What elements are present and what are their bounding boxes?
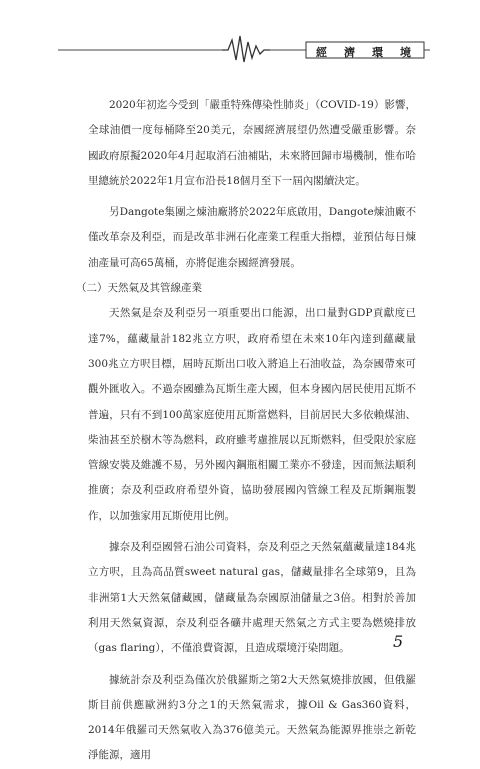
page-body: [76, 93, 416, 769]
body-paragraph: 另Dangote集團之煉油廠將於2022年底啟用，Dangote煉油廠不僅改革奈及利亞，而是改革非洲石化產業工程重大指標，並預估每日煉油產量可高65萬桶，亦將促進奈國經濟發展。: [88, 206, 416, 269]
page-header: [0, 0, 480, 70]
page-number: 5: [393, 632, 404, 651]
section-title: 經 濟 環 境: [316, 46, 414, 59]
body-paragraph: 據統計奈及利亞為僅次於俄羅斯之第2大天然氣燒排放國，但俄羅斯目前供應歐洲約3分之1的天然氣需求，據Oil & Gas360資料，2014年俄羅司天然氣收入為376億美元。天然氣為能源界推崇之新乾淨能源，適用: [88, 673, 416, 762]
body-paragraph: 天然氣是奈及利亞另一項重要出口能源，出口量對GDP貢獻度已達7%，蘊藏量計182兆立方呎，政府希望在未來10年內達到蘊藏量300兆立方呎目標，屆時瓦斯出口收入將追上石油收益，為奈國帶來可觀外匯收入。不過奈國雖為瓦斯生產大國，但本身國內居民使用瓦斯不普遍，只有不到100萬家庭使用瓦斯當燃料，目前居民大多依賴煤油、柴油甚至於樹木等為燃料，政府雖考慮推展以瓦斯燃料，但受限於家庭管線安裝及維護不易，另外國內鋼瓶相關工業亦不發達，因而無法順利推廣；奈及利亞政府希望外資，協助發展國內管線工程及瓦斯鋼瓶製作，以加強家用瓦斯使用比例。: [88, 307, 416, 522]
section-subheading: （二）天然氣及其管線產業: [76, 282, 202, 295]
body-paragraph: 據奈及利亞國營石油公司資料，奈及利亞之天然氣蘊藏量達184兆立方呎，且為高品質sweet natural gas，儲藏量排名全球第9，且為非洲第1大天然氣儲藏國，儲藏量為奈國原油儲量之3倍。相對於善加利用天然氣資源，奈及利亞各礦井處理天然氣之方式主要為燃燒排放（gas flaring），不僅浪費資源，且造成環境汙染問題。: [88, 541, 416, 655]
body-paragraph: 2020年初迄今受到「嚴重特殊傳染性肺炎」（COVID-19）影響，全球油價一度每桶降至20美元，奈國經濟展望仍然遭受嚴重影響。奈國政府原擬2020年4月起取消石油補貼，未來將回歸市場機制，惟布哈里總統於2022年1月宣布沿長18個月至下一屆內閣續決定。: [88, 99, 416, 187]
